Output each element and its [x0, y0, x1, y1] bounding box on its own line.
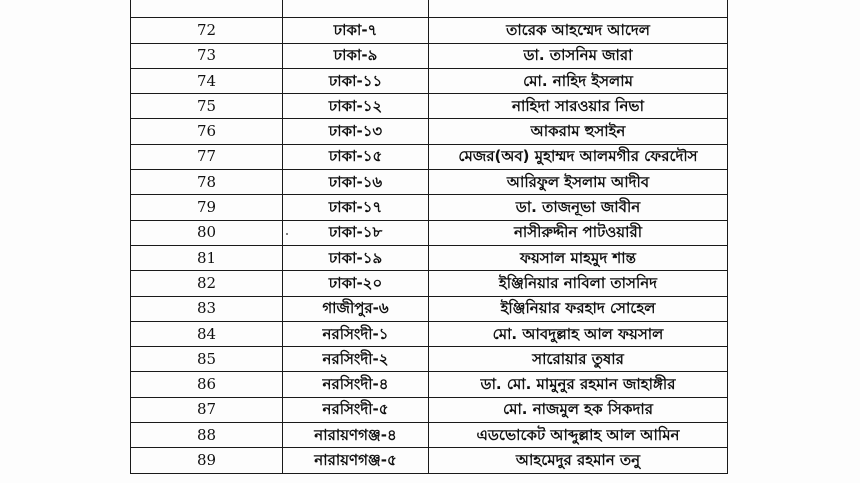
- candidate-name-cell: আরিফুল ইসলাম আদীব: [429, 170, 728, 195]
- serial-cell: 86: [131, 372, 283, 397]
- candidate-table: [130, 0, 728, 474]
- candidate-name-cell: ইঞ্জিনিয়ার নাবিলা তাসনিদ: [429, 271, 728, 296]
- table-row: [131, 43, 728, 68]
- serial-cell: 84: [131, 321, 283, 346]
- constituency-cell: ঢাকা-২০: [283, 271, 429, 296]
- candidate-name-cell: ডা. মো. মামুনুর রহমান জাহাঙ্গীর: [429, 372, 728, 397]
- table-row: [131, 271, 728, 296]
- constituency-cell: [283, 0, 429, 18]
- candidate-name-cell: ইঞ্জিনিয়ার ফরহাদ সোহেল: [429, 296, 728, 321]
- serial-cell: 73: [131, 43, 283, 68]
- candidate-name-cell: ডা. তাজনূভা জাবীন: [429, 195, 728, 220]
- constituency-cell: ঢাকা-১১: [283, 68, 429, 93]
- constituency-cell: ঢাকা-১২: [283, 94, 429, 119]
- table-row: [131, 321, 728, 346]
- table-row: [131, 296, 728, 321]
- constituency-cell: নরসিংদী-১: [283, 321, 429, 346]
- table-row: [131, 347, 728, 372]
- serial-cell: 80: [131, 220, 283, 245]
- table-row: [131, 372, 728, 397]
- table-row: [131, 144, 728, 169]
- candidate-name-cell: আকরাম হুসাইন: [429, 119, 728, 144]
- constituency-cell: ঢাকা-১৬: [283, 170, 429, 195]
- table-row: [131, 94, 728, 119]
- table-row: [131, 119, 728, 144]
- candidate-table-body: [131, 0, 728, 473]
- table-row: [131, 68, 728, 93]
- table-row: [131, 397, 728, 422]
- constituency-cell: নারায়ণগঞ্জ-৫: [283, 448, 429, 473]
- candidate-name-cell: [429, 0, 728, 18]
- constituency-cell: নরসিংদী-৪: [283, 372, 429, 397]
- candidate-name-cell: আহমেদুর রহমান তনু: [429, 448, 728, 473]
- candidate-name-cell: মো. আবদুল্লাহ আল ফয়সাল: [429, 321, 728, 346]
- table-row: [131, 0, 728, 18]
- constituency-cell: নরসিংদী-৫: [283, 397, 429, 422]
- table-row: [131, 245, 728, 270]
- table-row: [131, 170, 728, 195]
- serial-cell: 77: [131, 144, 283, 169]
- candidate-name-cell: ফয়সাল মাহমুদ শান্ত: [429, 245, 728, 270]
- table-row: [131, 18, 728, 43]
- candidate-name-cell: মো. নাহিদ ইসলাম: [429, 68, 728, 93]
- serial-cell: 75: [131, 94, 283, 119]
- candidate-name-cell: মো. নাজমুল হক সিকদার: [429, 397, 728, 422]
- constituency-cell: নরসিংদী-২: [283, 347, 429, 372]
- serial-cell: 83: [131, 296, 283, 321]
- constituency-cell: নারায়ণগঞ্জ-৪: [283, 423, 429, 448]
- table-row: [131, 195, 728, 220]
- constituency-cell: ঢাকা-৭: [283, 18, 429, 43]
- candidate-name-cell: তারেক আহম্মেদ আদেল: [429, 18, 728, 43]
- candidate-name-cell: মেজর(অব) মুহাম্মদ আলমগীর ফেরদৌস: [429, 144, 728, 169]
- serial-cell: 79: [131, 195, 283, 220]
- serial-cell: 74: [131, 68, 283, 93]
- serial-cell: 89: [131, 448, 283, 473]
- constituency-cell: ঢাকা-১৩: [283, 119, 429, 144]
- candidate-name-cell: ডা. তাসনিম জারা: [429, 43, 728, 68]
- table-row: [131, 423, 728, 448]
- candidate-name-cell: এডভোকেট আব্দুল্লাহ আল আমিন: [429, 423, 728, 448]
- table-row: [131, 448, 728, 473]
- constituency-cell: গাজীপুর-৬: [283, 296, 429, 321]
- serial-cell: 82: [131, 271, 283, 296]
- candidate-name-cell: নাসীরুদ্দীন পাটওয়ারী: [429, 220, 728, 245]
- candidate-name-cell: নাহিদা সারওয়ার নিভা: [429, 94, 728, 119]
- constituency-cell: ঢাকা-১৯: [283, 245, 429, 270]
- constituency-cell: ঢাকা-১৫: [283, 144, 429, 169]
- serial-cell: [131, 0, 283, 18]
- serial-cell: 88: [131, 423, 283, 448]
- constituency-cell: ঢাকা-১৮: [283, 220, 429, 245]
- serial-cell: 81: [131, 245, 283, 270]
- candidate-name-cell: সারোয়ার তুষার: [429, 347, 728, 372]
- serial-cell: 76: [131, 119, 283, 144]
- table-row: [131, 220, 728, 245]
- constituency-cell: ঢাকা-১৭: [283, 195, 429, 220]
- constituency-cell: ঢাকা-৯: [283, 43, 429, 68]
- serial-cell: 85: [131, 347, 283, 372]
- serial-cell: 87: [131, 397, 283, 422]
- serial-cell: 72: [131, 18, 283, 43]
- scan-speck: [286, 233, 288, 235]
- serial-cell: 78: [131, 170, 283, 195]
